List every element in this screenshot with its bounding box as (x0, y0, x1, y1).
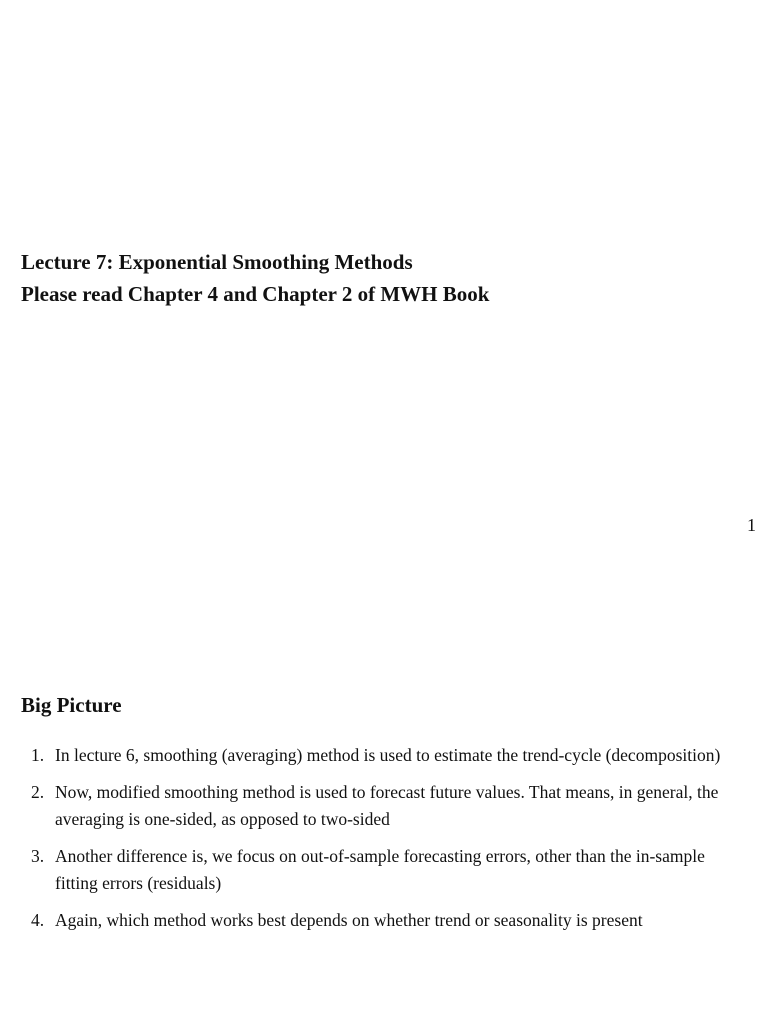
lecture-title: Lecture 7: Exponential Smoothing Methods (21, 250, 413, 274)
reading-instruction: Please read Chapter 4 and Chapter 2 of MWH Book (21, 282, 490, 306)
list-item (21, 843, 751, 897)
page-number: 1 (747, 515, 756, 535)
list-item (21, 907, 751, 934)
list-item (21, 779, 751, 833)
list-item-text: Now, modified smoothing method is used to forecast future values. That means, in general, the averaging is one-sided, as opposed to two-sided (55, 782, 719, 829)
section-heading: Big Picture (21, 693, 122, 717)
big-picture-list (21, 742, 751, 944)
list-item (21, 742, 751, 769)
list-item-number: 3. (31, 846, 45, 866)
list-item-number: 2. (31, 782, 45, 802)
list-item-text: Again, which method works best depends on whether trend or seasonality is present (55, 910, 643, 930)
lecture-title-block (21, 246, 489, 310)
list-item-number: 4. (31, 910, 45, 930)
list-item-number: 1. (31, 745, 45, 765)
list-item-text: Another difference is, we focus on out-of-sample forecasting errors, other than the in-sample fitting errors (residuals) (55, 846, 705, 893)
list-item-text: In lecture 6, smoothing (averaging) method is used to estimate the trend-cycle (decomposition) (55, 745, 721, 765)
